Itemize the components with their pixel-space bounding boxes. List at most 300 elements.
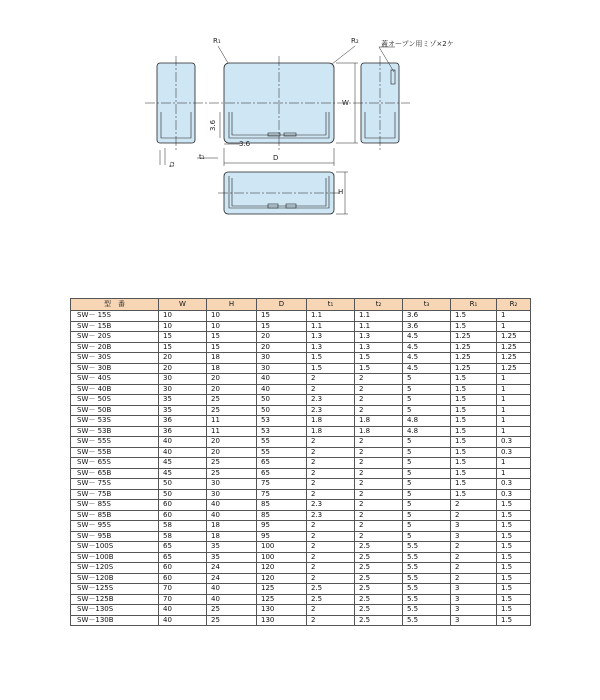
col-t1-cell: 2.5 (307, 584, 355, 595)
col-d-cell: 100 (257, 552, 307, 563)
col-r2-cell: 1.25 (497, 353, 531, 364)
col-h-cell: 40 (207, 510, 257, 521)
col-w-cell: 50 (159, 479, 207, 490)
col-h-cell: 18 (207, 353, 257, 364)
col-t3-cell: 5 (403, 437, 451, 448)
col-t2-cell: 2.5 (355, 605, 403, 616)
col-w-cell: 30 (159, 384, 207, 395)
col-model-cell: SW－ 95B (71, 531, 159, 542)
col-t1-cell: 1.8 (307, 416, 355, 427)
col-d-cell: 125 (257, 584, 307, 595)
col-r2-header: R₂ (497, 299, 531, 311)
col-d-cell: 40 (257, 374, 307, 385)
col-r2-cell: 1.5 (497, 594, 531, 605)
table-row (71, 437, 531, 448)
col-model-cell: SW－ 75S (71, 479, 159, 490)
d-dimension: D (273, 154, 279, 162)
col-w-cell: 45 (159, 458, 207, 469)
table-row (71, 594, 531, 605)
col-r1-cell: 1.5 (451, 426, 497, 437)
col-h-cell: 10 (207, 311, 257, 322)
col-t1-cell: 1.5 (307, 353, 355, 364)
col-t1-cell: 2.3 (307, 395, 355, 406)
table-row (71, 500, 531, 511)
col-r1-cell: 2 (451, 563, 497, 574)
col-r1-header: R₁ (451, 299, 497, 311)
col-t2-cell: 2 (355, 405, 403, 416)
col-h-header: H (207, 299, 257, 311)
col-model-cell: SW－ 65B (71, 468, 159, 479)
col-model-cell: SW－ 20S (71, 332, 159, 343)
col-r1-cell: 3 (451, 615, 497, 626)
col-t1-cell: 2 (307, 615, 355, 626)
table-row (71, 479, 531, 490)
col-t1-cell: 1.1 (307, 311, 355, 322)
table-row (71, 321, 531, 332)
col-d-cell: 85 (257, 500, 307, 511)
col-t2-cell: 2.5 (355, 615, 403, 626)
col-d-cell: 15 (257, 321, 307, 332)
table-row (71, 489, 531, 500)
col-r1-cell: 2 (451, 552, 497, 563)
col-w-cell: 58 (159, 521, 207, 532)
col-w-cell: 60 (159, 510, 207, 521)
col-h-cell: 20 (207, 437, 257, 448)
col-d-cell: 120 (257, 573, 307, 584)
col-t1-cell: 2.5 (307, 594, 355, 605)
col-w-cell: 20 (159, 363, 207, 374)
col-model-cell: SW－130B (71, 615, 159, 626)
col-r2-cell: 1.5 (497, 552, 531, 563)
col-d-cell: 53 (257, 416, 307, 427)
col-t2-cell: 2 (355, 468, 403, 479)
col-r1-cell: 3 (451, 531, 497, 542)
col-r1-cell: 1.25 (451, 332, 497, 343)
col-h-cell: 18 (207, 363, 257, 374)
col-t3-header: t₃ (403, 299, 451, 311)
col-t3-cell: 5 (403, 374, 451, 385)
col-r2-cell: 1.5 (497, 563, 531, 574)
col-t3-cell: 5 (403, 510, 451, 521)
col-t2-cell: 2.5 (355, 542, 403, 553)
col-d-cell: 65 (257, 468, 307, 479)
col-model-cell: SW－ 20B (71, 342, 159, 353)
col-h-cell: 18 (207, 521, 257, 532)
col-t2-cell: 1.3 (355, 332, 403, 343)
col-h-cell: 30 (207, 489, 257, 500)
col-r1-cell: 1.5 (451, 437, 497, 448)
col-r1-cell: 1.5 (451, 321, 497, 332)
col-model-header: 型 番 (71, 299, 159, 311)
col-d-cell: 53 (257, 426, 307, 437)
col-model-cell: SW－ 30S (71, 353, 159, 364)
col-d-cell: 130 (257, 605, 307, 616)
col-t1-cell: 2 (307, 521, 355, 532)
col-t1-cell: 1.1 (307, 321, 355, 332)
col-d-cell: 120 (257, 563, 307, 574)
col-t2-cell: 2.5 (355, 563, 403, 574)
table-row (71, 531, 531, 542)
col-model-cell: SW－100S (71, 542, 159, 553)
col-w-cell: 30 (159, 374, 207, 385)
col-r2-cell: 1.5 (497, 500, 531, 511)
col-model-cell: SW－120B (71, 573, 159, 584)
col-model-cell: SW－130S (71, 605, 159, 616)
table-row (71, 510, 531, 521)
col-d-cell: 30 (257, 353, 307, 364)
col-d-cell: 100 (257, 542, 307, 553)
col-d-cell: 50 (257, 405, 307, 416)
col-t1-cell: 2 (307, 384, 355, 395)
col-d-cell: 75 (257, 479, 307, 490)
col-r1-cell: 3 (451, 594, 497, 605)
col-t2-cell: 1.8 (355, 416, 403, 427)
col-r2-cell: 1 (497, 384, 531, 395)
col-h-cell: 35 (207, 552, 257, 563)
col-t1-cell: 2 (307, 437, 355, 448)
technical-drawing (0, 0, 600, 240)
col-r2-cell: 1 (497, 468, 531, 479)
col-r1-cell: 1.25 (451, 342, 497, 353)
col-h-cell: 15 (207, 342, 257, 353)
col-t1-cell: 1.3 (307, 332, 355, 343)
col-d-cell: 15 (257, 311, 307, 322)
table-row (71, 458, 531, 469)
col-t3-cell: 5.5 (403, 542, 451, 553)
table-row (71, 416, 531, 427)
table-row (71, 342, 531, 353)
table-row (71, 521, 531, 532)
col-r1-cell: 1.5 (451, 479, 497, 490)
col-t3-cell: 4.5 (403, 342, 451, 353)
table-row (71, 353, 531, 364)
col-w-cell: 20 (159, 353, 207, 364)
col-w-cell: 60 (159, 573, 207, 584)
col-w-cell: 60 (159, 563, 207, 574)
col-w-cell: 35 (159, 395, 207, 406)
col-t2-cell: 1.1 (355, 311, 403, 322)
col-h-cell: 15 (207, 332, 257, 343)
table-row (71, 395, 531, 406)
col-model-cell: SW－ 53B (71, 426, 159, 437)
col-t2-cell: 2 (355, 489, 403, 500)
col-t1-cell: 2 (307, 479, 355, 490)
col-r2-cell: 1 (497, 374, 531, 385)
col-w-cell: 60 (159, 500, 207, 511)
col-model-cell: SW－100B (71, 552, 159, 563)
col-r1-cell: 3 (451, 605, 497, 616)
col-t2-cell: 1.1 (355, 321, 403, 332)
case-drawing-svg (0, 0, 600, 240)
col-h-cell: 25 (207, 405, 257, 416)
col-w-cell: 70 (159, 584, 207, 595)
col-t1-cell: 2 (307, 458, 355, 469)
col-w-cell: 45 (159, 468, 207, 479)
col-h-cell: 40 (207, 500, 257, 511)
table-row (71, 542, 531, 553)
col-w-cell: 40 (159, 605, 207, 616)
col-model-cell: SW－120S (71, 563, 159, 574)
h-dimension: H (338, 188, 344, 196)
col-r2-cell: 1 (497, 426, 531, 437)
col-d-cell: 20 (257, 332, 307, 343)
col-h-cell: 25 (207, 458, 257, 469)
col-model-cell: SW－ 15S (71, 311, 159, 322)
col-t1-cell: 1.3 (307, 342, 355, 353)
col-w-header: W (159, 299, 207, 311)
col-w-cell: 50 (159, 489, 207, 500)
table-row (71, 605, 531, 616)
col-h-cell: 20 (207, 374, 257, 385)
col-t3-cell: 5 (403, 521, 451, 532)
col-t2-cell: 2.5 (355, 594, 403, 605)
col-t3-cell: 4.8 (403, 416, 451, 427)
col-t2-cell: 1.3 (355, 342, 403, 353)
col-r2-cell: 1.25 (497, 332, 531, 343)
table-row (71, 468, 531, 479)
col-h-cell: 25 (207, 605, 257, 616)
col-t2-cell: 2 (355, 521, 403, 532)
col-t2-header: t₂ (355, 299, 403, 311)
col-w-cell: 70 (159, 594, 207, 605)
col-r1-cell: 2 (451, 510, 497, 521)
col-r2-cell: 1 (497, 405, 531, 416)
col-h-cell: 24 (207, 573, 257, 584)
col-d-cell: 95 (257, 521, 307, 532)
col-d-header: D (257, 299, 307, 311)
col-w-cell: 40 (159, 447, 207, 458)
col-h-cell: 11 (207, 416, 257, 427)
table-row (71, 615, 531, 626)
col-model-cell: SW－ 85B (71, 510, 159, 521)
col-w-cell: 15 (159, 332, 207, 343)
col-model-cell: SW－ 65S (71, 458, 159, 469)
col-t2-cell: 1.8 (355, 426, 403, 437)
col-r2-cell: 0.3 (497, 489, 531, 500)
col-d-cell: 55 (257, 437, 307, 448)
col-model-cell: SW－ 55S (71, 437, 159, 448)
col-model-cell: SW－ 53S (71, 416, 159, 427)
r1-label: R₁ (213, 37, 221, 45)
table-row (71, 552, 531, 563)
col-r2-cell: 1 (497, 458, 531, 469)
col-t3-cell: 5.5 (403, 552, 451, 563)
col-t2-cell: 2.5 (355, 552, 403, 563)
table-row (71, 405, 531, 416)
table-row (71, 573, 531, 584)
col-t3-cell: 5 (403, 458, 451, 469)
spec-table (70, 298, 531, 626)
col-w-cell: 10 (159, 321, 207, 332)
col-t3-cell: 5 (403, 447, 451, 458)
col-h-cell: 25 (207, 615, 257, 626)
col-r2-cell: 1 (497, 321, 531, 332)
col-h-cell: 25 (207, 395, 257, 406)
col-r2-cell: 1.5 (497, 542, 531, 553)
col-model-cell: SW－ 15B (71, 321, 159, 332)
col-h-cell: 11 (207, 426, 257, 437)
col-r2-cell: 1 (497, 311, 531, 322)
col-model-cell: SW－ 50B (71, 405, 159, 416)
col-r2-cell: 1.25 (497, 363, 531, 374)
col-model-cell: SW－ 50S (71, 395, 159, 406)
col-w-cell: 40 (159, 437, 207, 448)
col-t1-cell: 2 (307, 468, 355, 479)
col-d-cell: 65 (257, 458, 307, 469)
table-row (71, 374, 531, 385)
t2-label: t₂ (168, 161, 176, 167)
col-r1-cell: 3 (451, 584, 497, 595)
col-t3-cell: 5 (403, 395, 451, 406)
col-r2-cell: 1 (497, 416, 531, 427)
col-t3-cell: 5 (403, 489, 451, 500)
t1-label: t₁ (199, 153, 205, 161)
col-t2-cell: 2.5 (355, 584, 403, 595)
col-t2-cell: 2 (355, 384, 403, 395)
col-w-cell: 10 (159, 311, 207, 322)
col-r2-cell: 0.3 (497, 479, 531, 490)
col-h-cell: 24 (207, 563, 257, 574)
col-model-cell: SW－125S (71, 584, 159, 595)
col-t3-cell: 5.5 (403, 605, 451, 616)
col-t3-cell: 3.6 (403, 321, 451, 332)
col-t2-cell: 2 (355, 458, 403, 469)
table-row (71, 384, 531, 395)
col-r2-cell: 1.5 (497, 605, 531, 616)
col-w-cell: 35 (159, 405, 207, 416)
table-header-row (71, 299, 531, 311)
col-r2-cell: 1.25 (497, 342, 531, 353)
col-t1-cell: 2 (307, 531, 355, 542)
col-t1-header: t₁ (307, 299, 355, 311)
col-r1-cell: 1.5 (451, 416, 497, 427)
col-t2-cell: 2 (355, 531, 403, 542)
groove-note: 蓋オープン用ミゾ×2ケ (381, 40, 454, 48)
col-t2-cell: 1.5 (355, 363, 403, 374)
col-model-cell: SW－ 75B (71, 489, 159, 500)
col-t3-cell: 4.5 (403, 332, 451, 343)
r2-label: R₂ (351, 37, 359, 45)
col-d-cell: 20 (257, 342, 307, 353)
col-r1-cell: 1.5 (451, 395, 497, 406)
col-r1-cell: 2 (451, 500, 497, 511)
col-t1-cell: 2.3 (307, 405, 355, 416)
col-d-cell: 130 (257, 615, 307, 626)
col-model-cell: SW－ 40S (71, 374, 159, 385)
table-row (71, 363, 531, 374)
col-d-cell: 55 (257, 447, 307, 458)
col-t3-cell: 4.5 (403, 353, 451, 364)
col-h-cell: 20 (207, 447, 257, 458)
col-h-cell: 30 (207, 479, 257, 490)
col-t1-cell: 1.8 (307, 426, 355, 437)
col-w-cell: 36 (159, 426, 207, 437)
col-r2-cell: 1.5 (497, 521, 531, 532)
table-row (71, 332, 531, 343)
col-t1-cell: 2 (307, 374, 355, 385)
table-row (71, 311, 531, 322)
col-t2-cell: 2 (355, 374, 403, 385)
col-t3-cell: 5.5 (403, 615, 451, 626)
col-t3-cell: 4.8 (403, 426, 451, 437)
col-r1-cell: 1.5 (451, 374, 497, 385)
col-r2-cell: 0.3 (497, 447, 531, 458)
col-t2-cell: 2.5 (355, 573, 403, 584)
col-d-cell: 30 (257, 363, 307, 374)
col-model-cell: SW－ 95S (71, 521, 159, 532)
dim-3-6-horizontal: 3.6 (239, 140, 251, 148)
col-r2-cell: 1.5 (497, 615, 531, 626)
col-h-cell: 40 (207, 594, 257, 605)
table-row (71, 426, 531, 437)
col-t2-cell: 2 (355, 437, 403, 448)
col-r2-cell: 1.5 (497, 573, 531, 584)
col-r1-cell: 1.25 (451, 353, 497, 364)
col-h-cell: 18 (207, 531, 257, 542)
w-dimension: W (342, 99, 349, 107)
col-t1-cell: 2 (307, 489, 355, 500)
col-model-cell: SW－125B (71, 594, 159, 605)
col-t2-cell: 2 (355, 395, 403, 406)
col-model-cell: SW－ 55B (71, 447, 159, 458)
col-t3-cell: 5.5 (403, 584, 451, 595)
col-t1-cell: 2.3 (307, 510, 355, 521)
col-t3-cell: 5 (403, 531, 451, 542)
col-t3-cell: 4.5 (403, 363, 451, 374)
col-r2-cell: 1 (497, 395, 531, 406)
col-t3-cell: 5 (403, 405, 451, 416)
col-t3-cell: 5.5 (403, 594, 451, 605)
col-model-cell: SW－ 30B (71, 363, 159, 374)
col-r1-cell: 1.5 (451, 405, 497, 416)
col-model-cell: SW－ 85S (71, 500, 159, 511)
col-r2-cell: 1.5 (497, 584, 531, 595)
col-t1-cell: 2 (307, 605, 355, 616)
col-w-cell: 40 (159, 615, 207, 626)
col-r1-cell: 3 (451, 521, 497, 532)
col-t2-cell: 2 (355, 500, 403, 511)
table-body (71, 311, 531, 626)
col-w-cell: 15 (159, 342, 207, 353)
col-r1-cell: 1.5 (451, 311, 497, 322)
col-t3-cell: 5.5 (403, 563, 451, 574)
col-t3-cell: 5 (403, 468, 451, 479)
col-r1-cell: 2 (451, 573, 497, 584)
col-t3-cell: 5 (403, 384, 451, 395)
col-t3-cell: 5 (403, 479, 451, 490)
col-t1-cell: 2.3 (307, 500, 355, 511)
col-t1-cell: 2 (307, 563, 355, 574)
col-d-cell: 95 (257, 531, 307, 542)
col-w-cell: 65 (159, 552, 207, 563)
col-t2-cell: 2 (355, 510, 403, 521)
col-r1-cell: 2 (451, 542, 497, 553)
col-r1-cell: 1.5 (451, 489, 497, 500)
col-r1-cell: 1.5 (451, 468, 497, 479)
col-model-cell: SW－ 40B (71, 384, 159, 395)
col-h-cell: 10 (207, 321, 257, 332)
col-r2-cell: 1.5 (497, 510, 531, 521)
col-t1-cell: 2 (307, 542, 355, 553)
col-d-cell: 50 (257, 395, 307, 406)
col-t1-cell: 2 (307, 447, 355, 458)
col-r1-cell: 1.5 (451, 384, 497, 395)
col-t1-cell: 2 (307, 573, 355, 584)
col-r1-cell: 1.5 (451, 458, 497, 469)
col-t2-cell: 2 (355, 479, 403, 490)
col-h-cell: 35 (207, 542, 257, 553)
col-r1-cell: 1.25 (451, 363, 497, 374)
